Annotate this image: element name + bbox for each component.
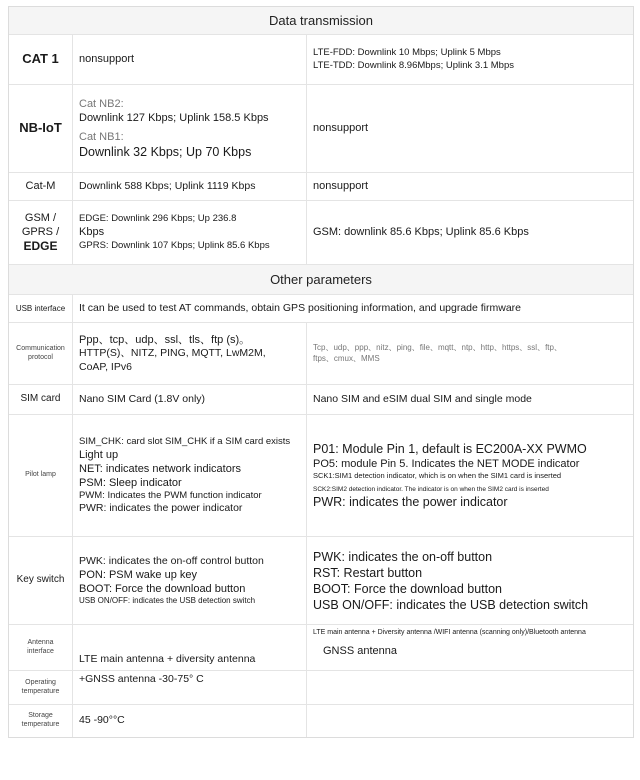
cell-text: LTE main antenna + Diversity antenna /WIFI antenna (scanning only)/Bluetooth antenna bbox=[313, 629, 586, 636]
col2-cell bbox=[307, 625, 633, 670]
row-label bbox=[9, 323, 73, 384]
cell-text: GPRS: Downlink 107 Kbps; Uplink 85.6 Kbps bbox=[79, 239, 270, 251]
cell-text: 45 -90°°C bbox=[79, 714, 125, 727]
row-label bbox=[9, 705, 73, 737]
cell-text: Ppp、tcp、udp、ssl、tls、ftp (s)。 bbox=[79, 334, 251, 347]
label-line: temperature bbox=[21, 721, 60, 728]
col1-cell bbox=[73, 625, 307, 670]
row-label: USB interface bbox=[9, 295, 73, 322]
col2-cell bbox=[307, 385, 633, 414]
row-label: NB-IoT bbox=[9, 85, 73, 172]
label-line: GSM / bbox=[24, 211, 57, 224]
row-communication-protocol bbox=[9, 323, 633, 385]
row-label: Key switch bbox=[9, 537, 73, 624]
cell-text: LTE main antenna + diversity antenna bbox=[79, 652, 256, 665]
cell-text: Nano SIM and eSIM dual SIM and single mode bbox=[313, 392, 532, 405]
cell-text: It can be used to test AT commands, obtain GPS positioning information, and upgrade firmware bbox=[79, 301, 522, 314]
cell-text: USB ON/OFF: indicates the USB detection switch bbox=[313, 597, 589, 612]
col1-cell bbox=[73, 201, 307, 264]
cell-text: BOOT: Force the download button bbox=[313, 581, 502, 596]
label-line: protocol bbox=[28, 353, 53, 361]
col2-cell bbox=[307, 705, 633, 737]
value-cell bbox=[73, 295, 633, 322]
cell-text: LTE-TDD: Downlink 8.96Mbps; Uplink 3.1 Mbps bbox=[313, 59, 514, 71]
row-nb-iot bbox=[9, 85, 633, 173]
label-line: temperature bbox=[21, 687, 60, 695]
cell-text: Kbps bbox=[79, 226, 105, 239]
cell-text: PON: PSM wake up key bbox=[79, 569, 197, 582]
row-pilot-lamp bbox=[9, 415, 633, 537]
col1-cell bbox=[73, 415, 307, 536]
cell-text: PWR: indicates the power indicator bbox=[313, 495, 508, 510]
col1-cell bbox=[73, 705, 307, 737]
cell-text: PWK: indicates the on-off button bbox=[313, 549, 493, 564]
col2-cell bbox=[307, 201, 633, 264]
row-gsm-gprs-edge bbox=[9, 201, 633, 265]
row-label bbox=[9, 625, 73, 670]
row-label: SIM card bbox=[9, 385, 73, 414]
cell-text: SIM_CHK: card slot SIM_CHK if a SIM card exists bbox=[79, 435, 291, 447]
cell-text: RST: Restart button bbox=[313, 565, 423, 580]
row-operating-temperature bbox=[9, 671, 633, 705]
cell-text: nonsupport bbox=[79, 53, 135, 66]
cell-text: GNSS antenna bbox=[323, 644, 397, 657]
cell-text: SCK1:SIM1 detection indicator, which is on when the SIM1 card is inserted bbox=[313, 470, 562, 480]
col2-cell bbox=[307, 85, 633, 172]
col1-cell bbox=[73, 537, 307, 624]
row-cat1 bbox=[9, 35, 633, 85]
label-line: interface bbox=[27, 647, 54, 655]
cell-text: HTTP(S)、NITZ, PING, MQTT, LwM2M, bbox=[79, 347, 266, 360]
cell-text: PWK: indicates the on-off control button bbox=[79, 554, 264, 567]
cell-text: LTE-FDD: Downlink 10 Mbps; Uplink 5 Mbps bbox=[313, 47, 501, 59]
cell-text: EDGE: Downlink 296 Kbps; Up 236.8 bbox=[79, 213, 237, 225]
cell-text: nonsupport bbox=[313, 122, 369, 135]
col1-cell bbox=[73, 35, 307, 84]
col1-cell bbox=[73, 173, 307, 200]
row-label bbox=[9, 201, 73, 264]
col2-cell bbox=[307, 173, 633, 200]
cell-text: BOOT: Force the download button bbox=[79, 583, 246, 596]
cell-text: Cat NB2: bbox=[79, 98, 124, 111]
cell-text: Cat NB1: bbox=[79, 130, 124, 143]
col1-cell bbox=[73, 85, 307, 172]
cell-text: +GNSS antenna -30-75° C bbox=[79, 673, 204, 685]
label-line: Antenna bbox=[27, 638, 54, 646]
label-line: GPRS / bbox=[21, 225, 60, 238]
cell-text: PWR: indicates the power indicator bbox=[79, 502, 243, 515]
row-label: Pilot lamp bbox=[9, 415, 73, 536]
col2-cell bbox=[307, 415, 633, 536]
cell-text: PO5: module Pin 5. Indicates the NET MODE indicator bbox=[313, 457, 580, 470]
cell-text: NET: indicates network indicators bbox=[79, 462, 242, 475]
cell-text: USB ON/OFF: indicates the USB detection switch bbox=[79, 596, 256, 606]
spec-table bbox=[8, 6, 634, 738]
cell-text: P01: Module Pin 1, default is EC200A-XX PWMO bbox=[313, 441, 587, 456]
row-cat-m bbox=[9, 173, 633, 201]
cell-text: PSM: Sleep indicator bbox=[79, 476, 182, 489]
cell-text: ftps、cmux、MMS bbox=[313, 353, 380, 363]
cell-text: Tcp、udp、ppp、nitz、ping、file、mqtt、ntp、http、https、ssl、ftp、 bbox=[313, 343, 562, 353]
col1-cell bbox=[73, 385, 307, 414]
row-label: Cat-M bbox=[9, 173, 73, 200]
col2-cell bbox=[307, 323, 633, 384]
section-header-data-transmission bbox=[9, 7, 633, 35]
cell-text: SCK2:SIM2 detection indicator. The indicator is on when the SIM2 card is inserted bbox=[313, 486, 549, 494]
cell-text: Light up bbox=[79, 448, 119, 461]
cell-text: PWM: Indicates the PWM function indicator bbox=[79, 489, 262, 501]
cell-text: CoAP, IPv6 bbox=[79, 360, 132, 373]
section-header-other-parameters bbox=[9, 265, 633, 295]
col2-cell bbox=[307, 35, 633, 84]
row-key-switch bbox=[9, 537, 633, 625]
col2-cell bbox=[307, 537, 633, 624]
cell-text: Downlink 127 Kbps; Uplink 158.5 Kbps bbox=[79, 112, 269, 125]
cell-text: Downlink 32 Kbps; Up 70 Kbps bbox=[79, 144, 252, 159]
row-antenna-interface bbox=[9, 625, 633, 671]
col2-cell bbox=[307, 671, 633, 704]
label-line: Storage bbox=[28, 712, 53, 720]
row-usb-interface bbox=[9, 295, 633, 323]
cell-text: Nano SIM Card (1.8V only) bbox=[79, 392, 206, 405]
col1-cell bbox=[73, 323, 307, 384]
section-title: Other parameters bbox=[270, 272, 372, 287]
row-storage-temperature bbox=[9, 705, 633, 737]
row-sim-card bbox=[9, 385, 633, 415]
cell-text: Downlink 588 Kbps; Uplink 1119 Kbps bbox=[79, 179, 256, 192]
cell-text: GSM: downlink 85.6 Kbps; Uplink 85.6 Kbps bbox=[313, 226, 529, 239]
section-title: Data transmission bbox=[268, 13, 374, 28]
label-line: Operating bbox=[25, 678, 56, 686]
cell-text: nonsupport bbox=[313, 180, 369, 193]
row-label bbox=[9, 671, 73, 704]
label-line: Communication bbox=[16, 344, 65, 352]
label-line: EDGE bbox=[23, 238, 58, 253]
col1-cell bbox=[73, 671, 307, 704]
row-label: CAT 1 bbox=[9, 35, 73, 84]
